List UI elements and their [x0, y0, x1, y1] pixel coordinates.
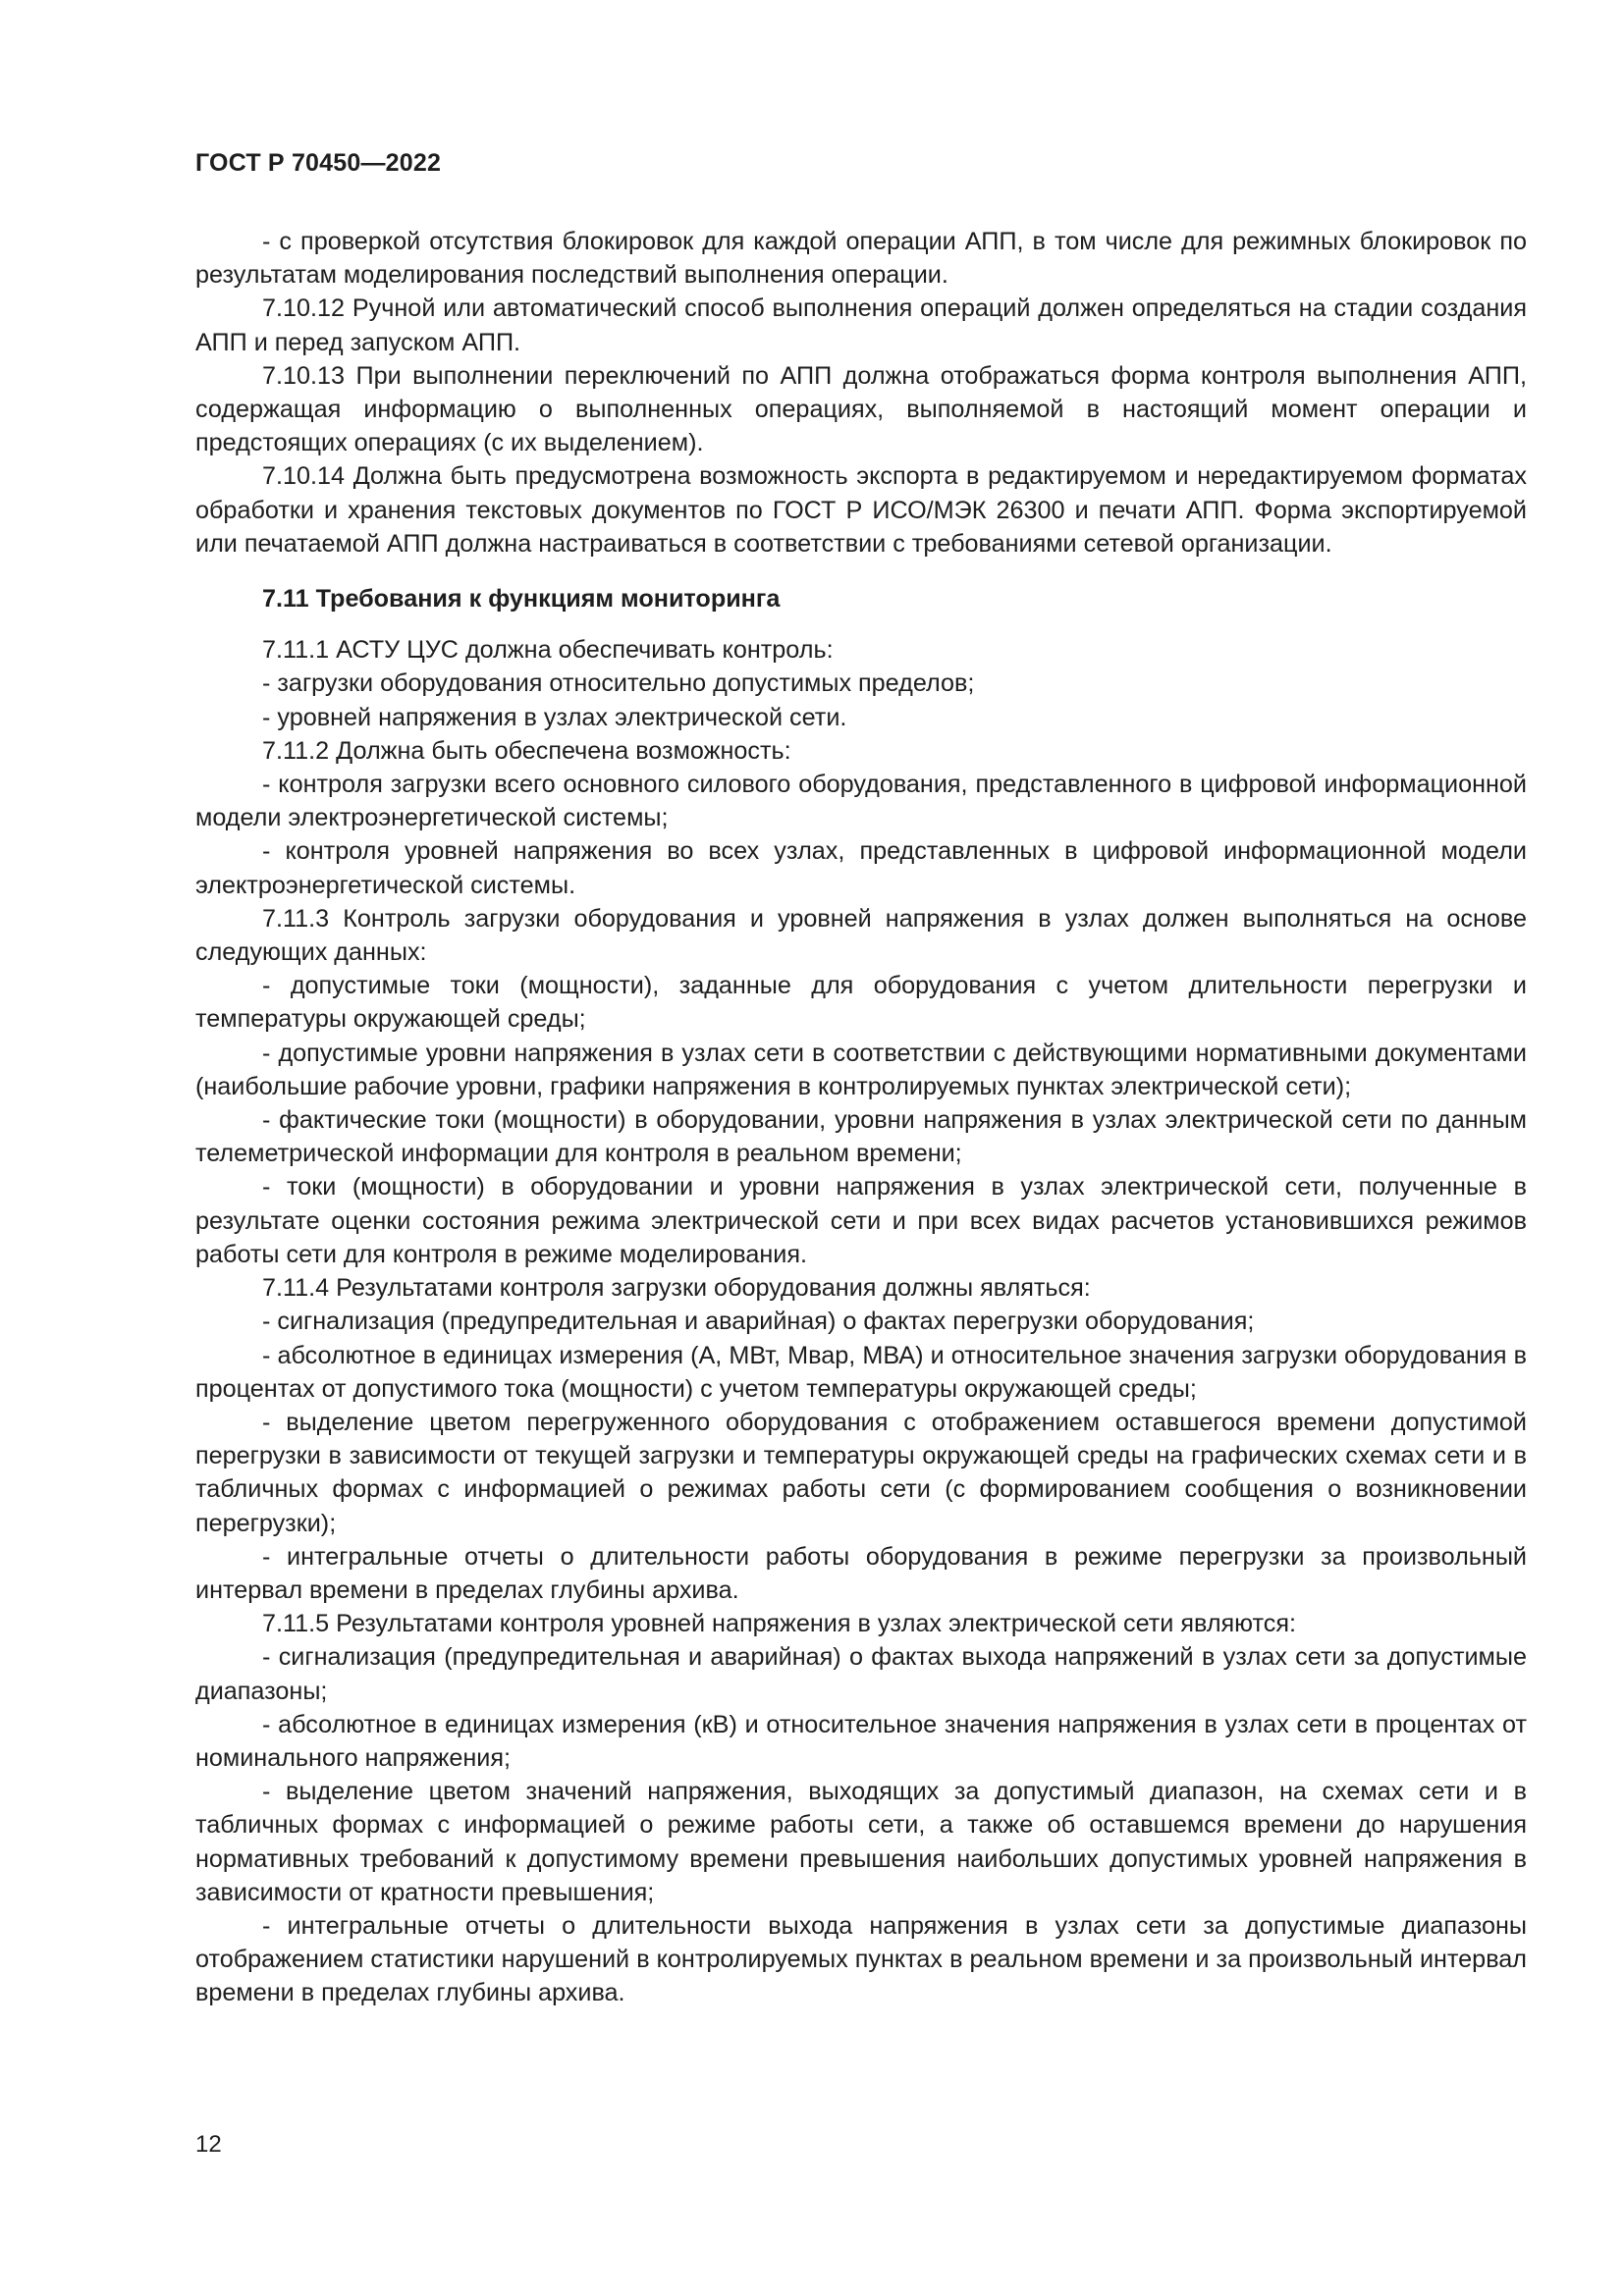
list-item: - сигнализация (предупредительная и аварийная) о фактах выхода напряжений в узлах сети за допустимые диапазоны;: [195, 1643, 1527, 1705]
list-item: - допустимые токи (мощности), заданные для оборудования с учетом длительности перегрузки и температуры окружающей среды;: [195, 972, 1527, 1034]
paragraph-7-10-13: 7.10.13 При выполнении переключений по АПП должна отображаться форма контроля выполнения АПП, содержащая информацию о выполненных операциях, выполняемой в настоящий момент операции и предстоящих операциях (с их выделением).: [195, 361, 1527, 457]
document-body: [195, 225, 1527, 2010]
paragraph-7-11-3: 7.11.3 Контроль загрузки оборудования и уровней напряжения в узлах должен выполняться на основе следующих данных:: [195, 904, 1527, 967]
page-number: 12: [195, 2131, 222, 2158]
paragraph-7-10-14: 7.10.14 Должна быть предусмотрена возможность экспорта в редактируемом и нередактируемом форматах обработки и хранения текстовых документов по ГОСТ Р ИСО/МЭК 26300 и печати АПП. Форма экспортируемой или печатаемой АПП должна настраиваться в соответствии с требованиями сетевой организации.: [195, 462, 1527, 558]
list-item: - интегральные отчеты о длительности работы оборудования в режиме перегрузки за произвольный интервал времени в пределах глубины архива.: [195, 1542, 1527, 1604]
document-header: ГОСТ Р 70450—2022: [195, 149, 442, 177]
list-item: - выделение цветом значений напряжения, выходящих за допустимый диапазон, на схемах сети и в табличных формах с информацией о режиме работы сети, а также об оставшемся времени до нарушения нормативных требований к допустимому времени превышения наибольших допустимых уровней напряжения в зависимости от кратности превышения;: [195, 1778, 1527, 1906]
list-item: - контроля загрузки всего основного силового оборудования, представленного в цифровой информационной модели электроэнергетической системы;: [195, 771, 1527, 832]
list-item: - токи (мощности) в оборудовании и уровни напряжения в узлах электрической сети, полученные в результате оценки состояния режима электрической сети и при всех видах расчетов установившихся режимов работы сети для контроля в режиме моделирования.: [195, 1173, 1527, 1268]
list-item: - фактические токи (мощности) в оборудовании, уровни напряжения в узлах электрической сети по данным телеметрической информации для контроля в реальном времени;: [195, 1106, 1527, 1168]
list-item: - сигнализация (предупредительная и аварийная) о фактах перегрузки оборудования;: [262, 1308, 1255, 1336]
list-item: - контроля уровней напряжения во всех узлах, представленных в цифровой информационной модели электроэнергетической системы.: [195, 837, 1527, 899]
list-item: - абсолютное в единицах измерения (кВ) и относительное значения напряжения в узлах сети в процентах от номинального напряжения;: [195, 1710, 1527, 1772]
paragraph-7-11-4: 7.11.4 Результатами контроля загрузки оборудования должны являться:: [262, 1274, 1091, 1303]
list-item: - выделение цветом перегруженного оборудования с отображением оставшегося времени допустимой перегрузки в зависимости от текущей загрузки и температуры окружающей среды на графических схемах сети и в табличных формах с информацией о режимах работы сети (с формированием сообщения о возникновении перегрузки);: [195, 1408, 1527, 1537]
paragraph-7-10-12: 7.10.12 Ручной или автоматический способ выполнения операций должен определяться на стадии создания АПП и перед запуском АПП.: [195, 294, 1527, 356]
list-item: - абсолютное в единицах измерения (А, МВт, Мвар, МВА) и относительное значения загрузки оборудования в процентах от допустимого тока (мощности) с учетом температуры окружающей среды;: [195, 1341, 1527, 1403]
list-item: - интегральные отчеты о длительности выхода напряжения в узлах сети за допустимые диапазоны отображением статистики нарушений в контролируемых пунктах в реальном времени и за произвольный интервал времени в пределах глубины архива.: [195, 1911, 1527, 2007]
list-item: - уровней напряжения в узлах электрической сети.: [262, 703, 847, 731]
paragraph-7-11-5: 7.11.5 Результатами контроля уровней напряжения в узлах электрической сети являются:: [262, 1610, 1296, 1638]
section-heading-7-11: 7.11 Требования к функциям мониторинга: [262, 585, 781, 614]
list-item: - допустимые уровни напряжения в узлах сети в соответствии с действующими нормативными документами (наибольшие рабочие уровни, графики напряжения в контролируемых пунктах электрической сети);: [195, 1039, 1527, 1100]
paragraph-7-11-2: 7.11.2 Должна быть обеспечена возможность:: [262, 736, 791, 765]
paragraph-7-10-11-item: - с проверкой отсутствия блокировок для каждой операции АПП, в том числе для режимных блокировок по результатам моделирования последствий выполнения операции.: [195, 228, 1527, 290]
list-item: - загрузки оборудования относительно допустимых пределов;: [262, 669, 975, 698]
paragraph-7-11-1: 7.11.1 АСТУ ЦУС должна обеспечивать контроль:: [262, 636, 834, 665]
